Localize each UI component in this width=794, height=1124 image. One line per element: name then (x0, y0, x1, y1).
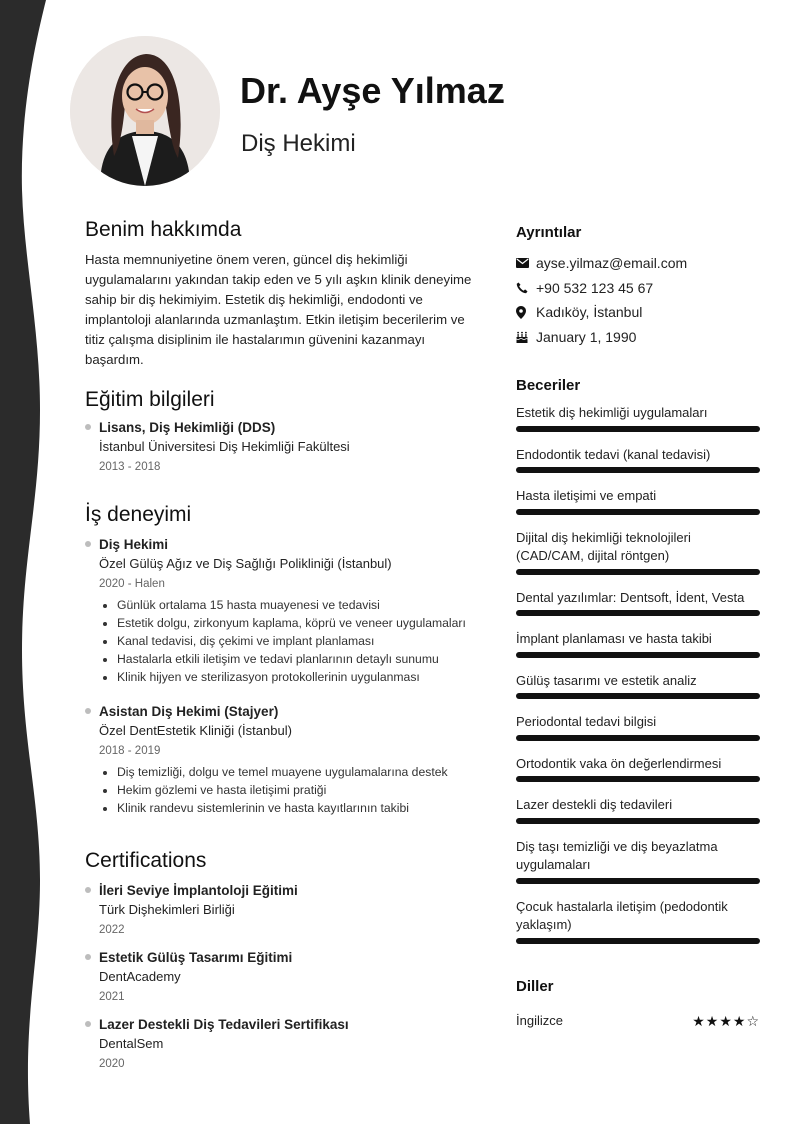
candidate-name: Dr. Ayşe Yılmaz (240, 70, 505, 111)
skill-label: Hasta iletişimi ve empati (516, 488, 657, 503)
candidate-role: Diş Hekimi (241, 130, 356, 157)
contact-email[interactable] (516, 251, 760, 276)
left-column (85, 218, 485, 1074)
phone-text: +90 532 123 45 67 (536, 279, 654, 296)
education-date: 2013 - 2018 (99, 461, 161, 473)
skill-item (516, 713, 760, 741)
skill-bar (516, 776, 760, 782)
skill-item (516, 529, 760, 575)
contact-location (516, 300, 760, 325)
experience-title: Asistan Diş Hekimi (Stajyer) (99, 704, 279, 719)
languages-heading: Diller (516, 977, 554, 995)
skill-item (516, 404, 760, 432)
skill-label: İmplant planlaması ve hasta takibi (516, 631, 712, 646)
skill-item (516, 487, 760, 515)
experience-org: Özel DentEstetik Kliniği (İstanbul) (99, 723, 292, 738)
contact-birthdate (516, 325, 760, 350)
certification-org: DentAcademy (99, 969, 181, 984)
education-entry (85, 418, 485, 477)
skill-bar (516, 610, 760, 616)
list-item: • Hekim gözlemi ve hasta iletişimi pratiği (117, 781, 485, 799)
skills-list (516, 404, 760, 944)
email-text: ayse.yilmaz@email.com (536, 255, 688, 271)
list-item: • Diş temizliği, dolgu ve temel muayene uygulamalarına destek (117, 763, 485, 781)
skill-label: Ortodontik vaka ön değerlendirmesi (516, 755, 722, 771)
language-item (516, 1013, 760, 1030)
skill-label: Estetik diş hekimliği uygulamaları (516, 405, 708, 420)
list-item: • Estetik dolgu, zirkonyum kaplama, köprü ve veneer uygulamaları (117, 614, 485, 632)
skill-bar (516, 735, 760, 741)
skill-label: Dijital diş hekimliği teknolojileri (CAD/CAM, dijital röntgen) (516, 529, 691, 563)
decorative-wave (0, 0, 60, 1124)
skill-item (516, 898, 760, 944)
skill-label: Lazer destekli diş tedavileri (516, 797, 673, 812)
certification-title: Lazer Destekli Diş Tedavileri Sertifikası (99, 1017, 349, 1032)
experience-title: Diş Hekimi (99, 537, 169, 552)
skill-bar (516, 509, 760, 515)
certification-org: Türk Dişhekimleri Birliği (99, 902, 235, 917)
list-item: • Hastalarla etkili iletişim ve tedavi planlarının detaylı sunumu (117, 650, 485, 668)
certification-date: 2022 (99, 924, 125, 936)
details-heading: Ayrıntılar (516, 224, 582, 241)
location-text: Kadıköy, İstanbul (536, 304, 643, 320)
map-pin-icon (516, 306, 534, 319)
skill-item (516, 589, 760, 617)
birthdate-text: January 1, 1990 (536, 328, 637, 345)
experience-bullets (99, 763, 485, 817)
experience-date: 2018 - 2019 (99, 745, 161, 757)
skill-bar (516, 569, 760, 575)
birthday-cake-icon (516, 331, 534, 343)
education-org: İstanbul Üniversitesi Diş Hekimliği Fakültesi (99, 439, 350, 454)
experience-entry (85, 535, 485, 686)
experience-heading: İş deneyimi (85, 503, 192, 526)
skill-item (516, 755, 760, 783)
experience-entry (85, 702, 485, 817)
certification-entry (85, 948, 485, 1007)
certification-entry (85, 1015, 485, 1074)
skill-item (516, 446, 760, 474)
skill-bar (516, 426, 760, 432)
skill-label: Çocuk hastalarla iletişim (pedodontik yaklaşım) (516, 898, 728, 932)
experience-org: Özel Gülüş Ağız ve Diş Sağlığı Polikliniği (İstanbul) (99, 556, 392, 571)
skill-bar (516, 467, 760, 473)
list-item: • Klinik randevu sistemlerinin ve hasta kayıtlarının takibi (117, 799, 485, 817)
experience-date: 2020 - Halen (99, 578, 165, 590)
certification-date: 2020 (99, 1058, 125, 1070)
skill-label: Dental yazılımlar: Dentsoft, İdent, Vesta (516, 589, 745, 605)
skill-bar (516, 818, 760, 824)
skill-bar (516, 878, 760, 884)
skill-label: Endodontik tedavi (kanal tedavisi) (516, 446, 711, 462)
skill-bar (516, 652, 760, 658)
phone-icon (516, 282, 534, 294)
skill-item (516, 630, 760, 658)
skill-label: Periodontal tedavi bilgisi (516, 714, 657, 729)
contact-list (516, 251, 760, 349)
skill-label: Diş taşı temizliği ve diş beyazlatma uygulamaları (516, 838, 718, 872)
language-rating-stars: ★★★★☆ (692, 1012, 760, 1029)
skill-label: Gülüş tasarımı ve estetik analiz (516, 672, 697, 688)
certifications-heading: Certifications (85, 849, 207, 872)
skills-heading: Beceriler (516, 377, 581, 394)
certification-entry (85, 881, 485, 940)
skill-item (516, 672, 760, 700)
right-column (516, 224, 760, 1030)
certification-title: İleri Seviye İmplantoloji Eğitimi (99, 883, 298, 898)
education-heading: Eğitim bilgileri (85, 388, 215, 411)
list-item: • Klinik hijyen ve sterilizasyon protokollerinin uygulanması (117, 668, 485, 686)
profile-photo (70, 36, 220, 186)
certification-org: DentalSem (99, 1036, 164, 1051)
language-name: İngilizce (516, 1012, 563, 1028)
skill-bar (516, 938, 760, 944)
certification-date: 2021 (99, 991, 125, 1003)
experience-bullets (99, 596, 485, 686)
envelope-icon (516, 258, 534, 268)
skill-bar (516, 693, 760, 699)
certification-title: Estetik Gülüş Tasarımı Eğitimi (99, 950, 293, 965)
education-title: Lisans, Diş Hekimliği (DDS) (99, 420, 276, 435)
list-item: • Günlük ortalama 15 hasta muayenesi ve tedavisi (117, 596, 485, 614)
list-item: • Kanal tedavisi, diş çekimi ve implant planlaması (117, 632, 485, 650)
about-heading: Benim hakkımda (85, 218, 242, 241)
contact-phone[interactable] (516, 276, 760, 301)
about-text: Hasta memnuniyetine önem veren, güncel diş hekimliği uygulamalarını yakından takip eden ve 5 yılı aşkın klinik deneyime sahip bir diş hekimiyim. Estetik diş hekimliği, endodonti ve implantoloji alanlarında uzmanlaştım. Etkin iletişim becerilerim ve titiz çalışma disiplinim ile hastalarımın güvenini kazanmayı başardım. (85, 252, 472, 367)
skill-item (516, 838, 760, 884)
skill-item (516, 796, 760, 824)
